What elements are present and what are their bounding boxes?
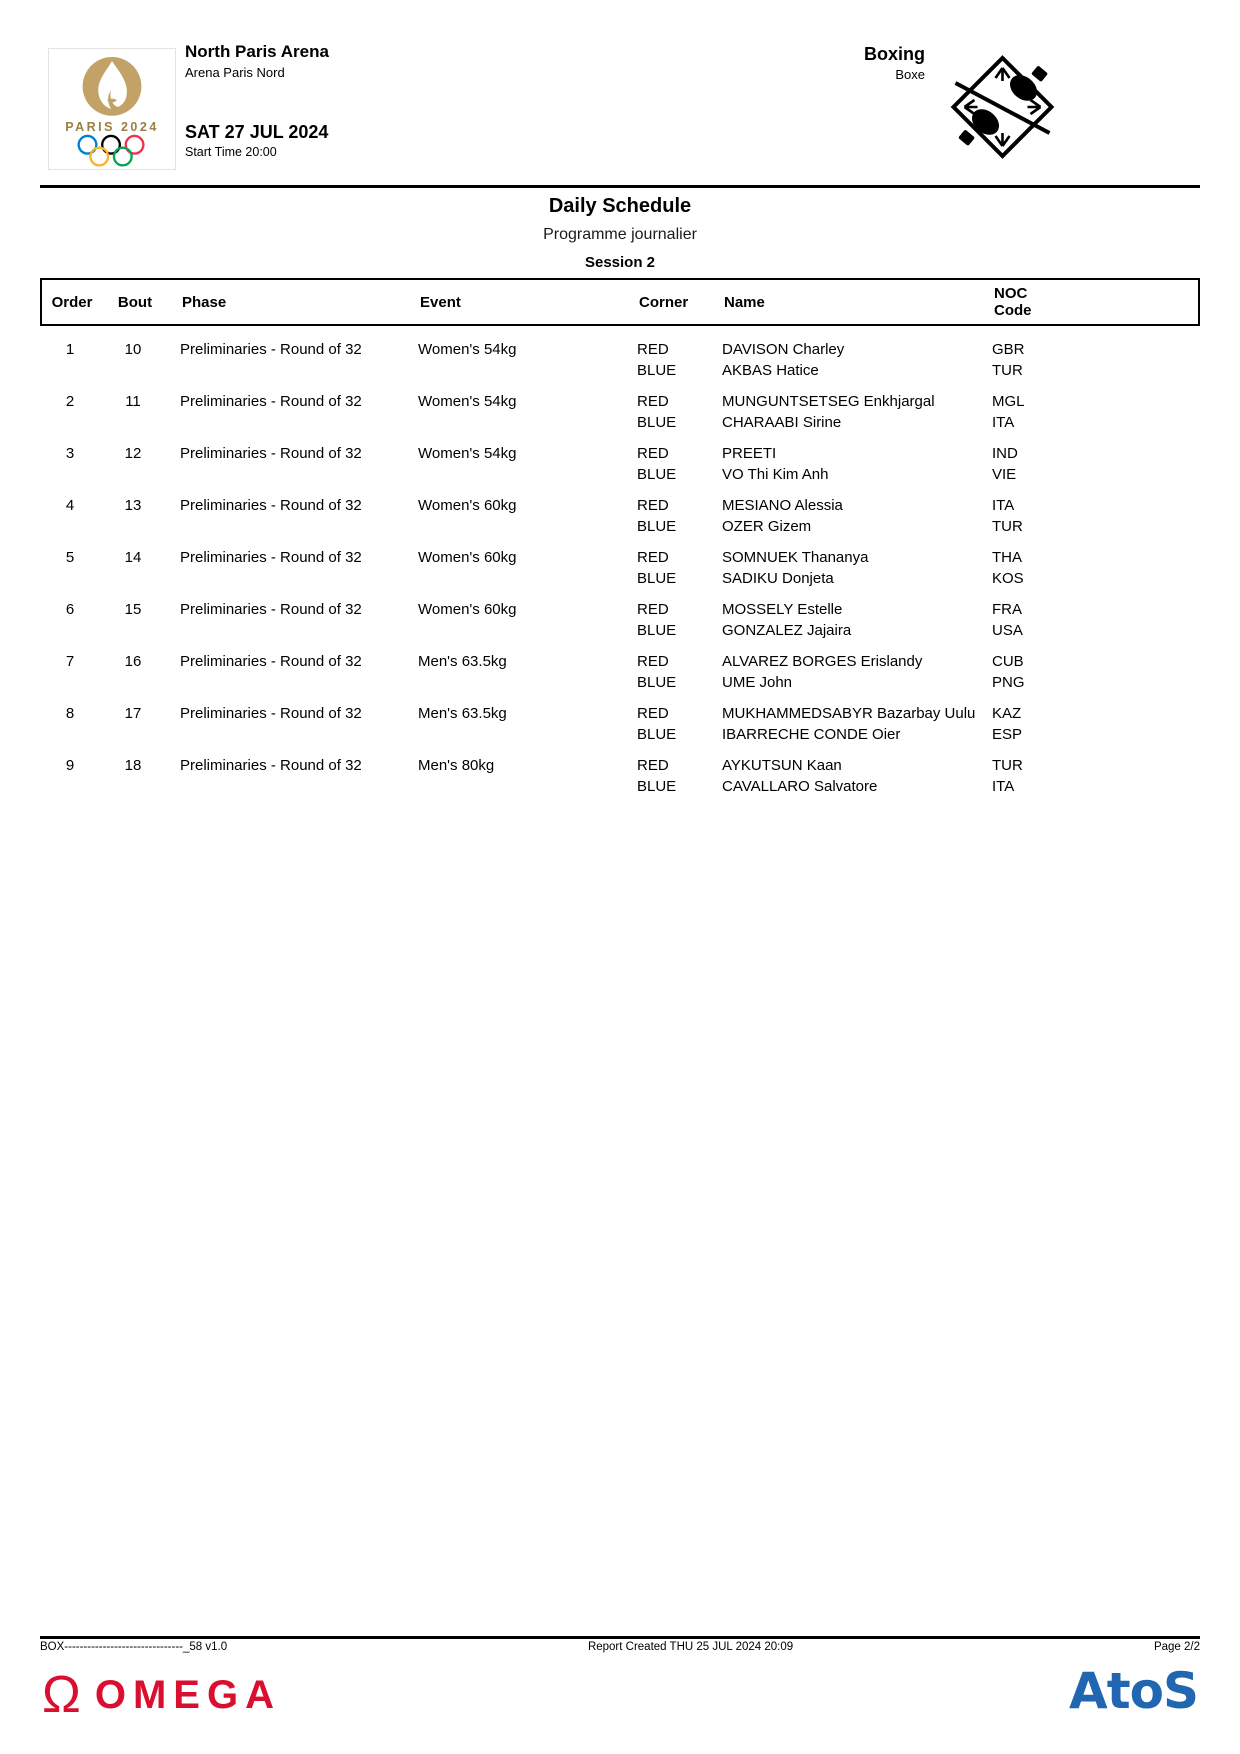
red-athlete-name: MESIANO Alessia bbox=[722, 497, 843, 514]
event-cell: Men's 63.5kg bbox=[418, 653, 507, 670]
red-athlete-name: DAVISON Charley bbox=[722, 341, 845, 358]
boxing-pictogram-icon bbox=[945, 52, 1060, 162]
footer-meta bbox=[40, 1641, 1200, 1653]
blue-noc-code: USA bbox=[992, 622, 1023, 639]
blue-noc-code: ITA bbox=[992, 414, 1015, 431]
paris2024-wordmark: PARIS 2024 bbox=[65, 119, 159, 134]
corner-red-label: RED bbox=[637, 601, 669, 618]
phase-cell: Preliminaries - Round of 32 bbox=[180, 653, 362, 670]
table-row bbox=[40, 547, 1200, 589]
sport-name: Boxing bbox=[864, 44, 925, 64]
order-cell: 1 bbox=[65, 341, 75, 358]
bout-cell: 11 bbox=[125, 393, 141, 410]
table-row bbox=[40, 651, 1200, 693]
omega-logo bbox=[42, 1666, 281, 1724]
sport-name-fr: Boxe bbox=[895, 67, 925, 82]
event-cell: Men's 63.5kg bbox=[418, 705, 507, 722]
order-cell: 7 bbox=[65, 653, 75, 670]
red-noc-code: CUB bbox=[992, 653, 1024, 670]
blue-noc-code: VIE bbox=[992, 466, 1017, 483]
red-athlete-name: MOSSELY Estelle bbox=[722, 601, 843, 618]
bout-cell: 13 bbox=[124, 497, 142, 514]
table-row bbox=[40, 391, 1200, 433]
blue-noc-code: PNG bbox=[992, 674, 1025, 691]
page-subtitle: Programme journalier bbox=[543, 226, 697, 243]
table-row bbox=[40, 755, 1200, 797]
order-cell: 5 bbox=[65, 549, 75, 566]
col-bout: Bout bbox=[117, 293, 153, 311]
blue-athlete-name: OZER Gizem bbox=[722, 518, 812, 535]
venue-block bbox=[185, 42, 329, 80]
corner-red-label: RED bbox=[637, 757, 669, 774]
corner-blue-label: BLUE bbox=[637, 570, 677, 587]
paris2024-logo bbox=[48, 48, 176, 170]
corner-blue-label: BLUE bbox=[637, 518, 677, 535]
blue-noc-code: TUR bbox=[992, 518, 1023, 535]
olympic-rings-icon bbox=[73, 134, 151, 169]
corner-blue-label: BLUE bbox=[637, 362, 677, 379]
footer-doc-code: BOX-------------------------------_58 v1.0 bbox=[40, 1641, 228, 1653]
corner-blue-label: BLUE bbox=[637, 622, 677, 639]
event-cell: Women's 54kg bbox=[418, 445, 517, 462]
table-header bbox=[40, 278, 1200, 326]
table-row bbox=[40, 443, 1200, 485]
table-row bbox=[40, 339, 1200, 381]
phase-cell: Preliminaries - Round of 32 bbox=[180, 497, 362, 514]
order-cell: 4 bbox=[65, 497, 75, 514]
event-cell: Men's 80kg bbox=[418, 757, 495, 774]
order-cell: 3 bbox=[65, 445, 75, 462]
phase-cell: Preliminaries - Round of 32 bbox=[180, 549, 362, 566]
corner-red-label: RED bbox=[637, 549, 669, 566]
blue-noc-code: ITA bbox=[992, 778, 1015, 795]
blue-athlete-name: SADIKU Donjeta bbox=[722, 570, 834, 587]
corner-blue-label: BLUE bbox=[637, 726, 677, 743]
blue-athlete-name: UME John bbox=[722, 674, 793, 691]
footer-divider bbox=[40, 1636, 1200, 1639]
red-athlete-name: SOMNUEK Thananya bbox=[722, 549, 869, 566]
bout-cell: 10 bbox=[124, 341, 142, 358]
blue-athlete-name: CHARAABI Sirine bbox=[722, 414, 842, 431]
table-row bbox=[40, 703, 1200, 745]
schedule-table bbox=[40, 278, 1200, 807]
phase-cell: Preliminaries - Round of 32 bbox=[180, 705, 362, 722]
blue-noc-code: TUR bbox=[992, 362, 1023, 379]
omega-wordmark: OMEGA bbox=[94, 1672, 281, 1717]
blue-athlete-name: IBARRECHE CONDE Oier bbox=[722, 726, 901, 743]
col-event: Event bbox=[420, 293, 461, 311]
order-cell: 9 bbox=[65, 757, 75, 774]
blue-noc-code: ESP bbox=[992, 726, 1023, 743]
event-cell: Women's 60kg bbox=[418, 601, 517, 618]
red-athlete-name: MUNGUNTSETSEG Enkhjargal bbox=[722, 393, 935, 410]
col-corner: Corner bbox=[639, 293, 689, 311]
corner-red-label: RED bbox=[637, 653, 669, 670]
bout-cell: 12 bbox=[124, 445, 142, 462]
phase-cell: Preliminaries - Round of 32 bbox=[180, 445, 362, 462]
red-noc-code: THA bbox=[992, 549, 1022, 566]
corner-blue-label: BLUE bbox=[637, 466, 677, 483]
table-body bbox=[40, 339, 1200, 797]
corner-red-label: RED bbox=[637, 393, 669, 410]
bout-cell: 16 bbox=[124, 653, 142, 670]
bout-cell: 14 bbox=[124, 549, 142, 566]
red-noc-code: IND bbox=[992, 445, 1018, 462]
phase-cell: Preliminaries - Round of 32 bbox=[180, 757, 362, 774]
red-noc-code: TUR bbox=[992, 757, 1023, 774]
col-order: Order bbox=[51, 293, 93, 311]
blue-athlete-name: AKBAS Hatice bbox=[722, 362, 819, 379]
venue-name: North Paris Arena bbox=[185, 42, 329, 61]
red-athlete-name: MUKHAMMEDSABYR Bazarbay Uulu bbox=[722, 705, 976, 722]
col-phase: Phase bbox=[182, 293, 227, 311]
corner-red-label: RED bbox=[637, 705, 669, 722]
blue-athlete-name: CAVALLARO Salvatore bbox=[722, 778, 878, 795]
paris2024-flame-icon bbox=[80, 55, 144, 118]
corner-blue-label: BLUE bbox=[637, 674, 677, 691]
bout-cell: 18 bbox=[124, 757, 142, 774]
bout-cell: 17 bbox=[124, 705, 142, 722]
red-noc-code: GBR bbox=[992, 341, 1025, 358]
session-start-time: Start Time 20:00 bbox=[185, 145, 277, 159]
blue-noc-code: KOS bbox=[992, 570, 1024, 587]
order-cell: 6 bbox=[65, 601, 75, 618]
red-noc-code: MGL bbox=[992, 393, 1025, 410]
red-athlete-name: AYKUTSUN Kaan bbox=[722, 757, 842, 774]
event-cell: Women's 60kg bbox=[418, 549, 517, 566]
phase-cell: Preliminaries - Round of 32 bbox=[180, 393, 362, 410]
corner-blue-label: BLUE bbox=[637, 778, 677, 795]
red-noc-code: ITA bbox=[992, 497, 1015, 514]
table-row bbox=[40, 495, 1200, 537]
red-noc-code: FRA bbox=[992, 601, 1022, 618]
event-cell: Women's 60kg bbox=[418, 497, 517, 514]
col-noc: NOC Code bbox=[994, 285, 1032, 319]
order-cell: 2 bbox=[65, 393, 75, 410]
header-divider bbox=[40, 185, 1200, 188]
corner-blue-label: BLUE bbox=[637, 414, 677, 431]
omega-symbol-icon: Ω bbox=[42, 1666, 81, 1724]
corner-red-label: RED bbox=[637, 445, 669, 462]
page-title: Daily Schedule bbox=[548, 195, 692, 217]
footer-page-number: Page 2/2 bbox=[1153, 1641, 1200, 1653]
event-cell: Women's 54kg bbox=[418, 341, 517, 358]
footer-report-created: Report Created THU 25 JUL 2024 20:09 bbox=[587, 1641, 794, 1653]
order-cell: 8 bbox=[65, 705, 75, 722]
corner-red-label: RED bbox=[637, 497, 669, 514]
phase-cell: Preliminaries - Round of 32 bbox=[180, 601, 362, 618]
event-cell: Women's 54kg bbox=[418, 393, 517, 410]
venue-name-fr: Arena Paris Nord bbox=[185, 65, 285, 80]
session-date: SAT 27 JUL 2024 bbox=[185, 122, 329, 142]
red-athlete-name: ALVAREZ BORGES Erislandy bbox=[722, 653, 923, 670]
red-noc-code: KAZ bbox=[992, 705, 1022, 722]
col-name: Name bbox=[724, 293, 765, 311]
sport-block bbox=[864, 44, 925, 82]
blue-athlete-name: GONZALEZ Jajaira bbox=[722, 622, 852, 639]
atos-logo: AtoS bbox=[1069, 1662, 1198, 1720]
phase-cell: Preliminaries - Round of 32 bbox=[180, 341, 362, 358]
session-title: Session 2 bbox=[584, 254, 656, 271]
blue-athlete-name: VO Thi Kim Anh bbox=[722, 466, 829, 483]
corner-red-label: RED bbox=[637, 341, 669, 358]
bout-cell: 15 bbox=[124, 601, 142, 618]
red-athlete-name: PREETI bbox=[722, 445, 777, 462]
table-row bbox=[40, 599, 1200, 641]
